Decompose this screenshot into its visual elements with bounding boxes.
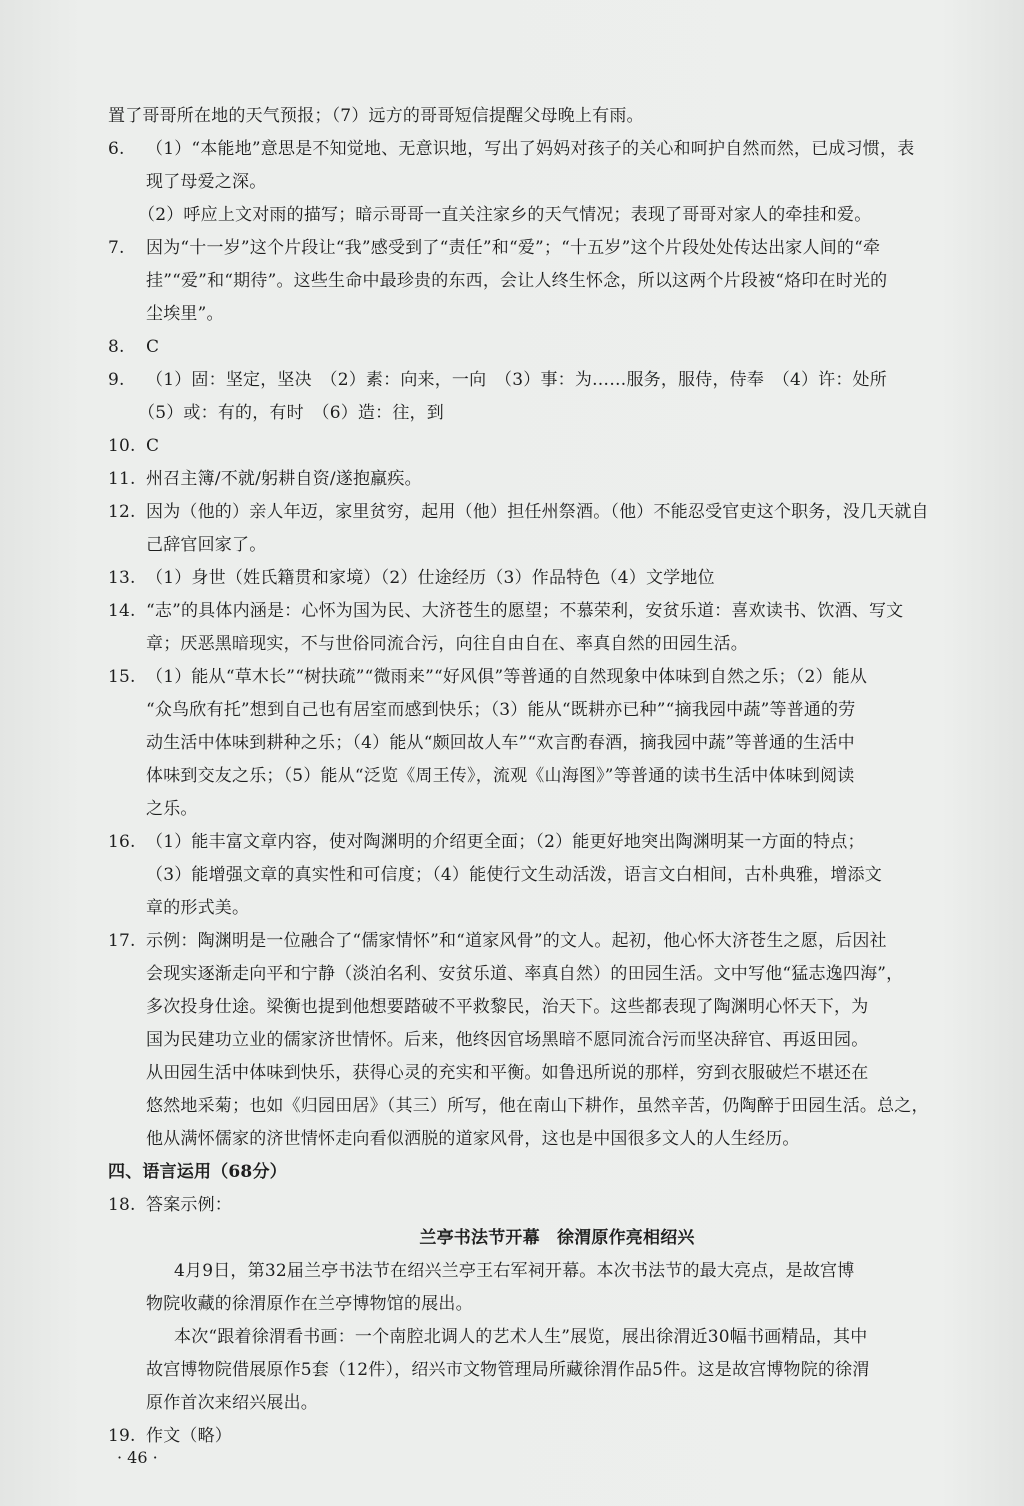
- question-8: 8. C: [108, 337, 160, 357]
- question-14: 14. “志”的具体内涵是：心怀为国为民、大济苍生的愿望；不慕荣利，安贫乐道：喜欢读书、饮酒、写文: [108, 601, 904, 621]
- page-number: · 46 ·: [117, 1448, 158, 1467]
- text-line: 从田园生活中体味到快乐，获得心灵的充实和平衡。如鲁迅所说的那样，穷到衣服破烂不堪还在: [146, 1063, 869, 1083]
- text-line: 之乐。: [146, 799, 198, 819]
- question-10: 10. C: [108, 436, 160, 456]
- question-18: 18. 答案示例：: [108, 1195, 232, 1215]
- text-line: 故宫博物院借展原作5套（12件），绍兴市文物管理局所藏徐渭作品5件。这是故宫博物院的徐渭: [146, 1360, 870, 1380]
- question-19: 19. 作文（略）: [108, 1426, 232, 1446]
- text-line: 尘埃里”。: [146, 304, 224, 324]
- text-line: 置了哥哥所在地的天气预报；（7）远方的哥哥短信提醒父母晚上有雨。: [108, 106, 644, 126]
- question-16: 16. （1）能丰富文章内容，使对陶渊明的介绍更全面；（2）能更好地突出陶渊明某一方面的特点；: [108, 832, 865, 852]
- text-line: （5）或：有的，有时 （6）造：往，到: [138, 403, 444, 423]
- question-13: 13. （1）身世（姓氏籍贯和家境）（2）仕途经历（3）作品特色（4）文学地位: [108, 568, 715, 588]
- text-line: （3）能增强文章的真实性和可信度；（4）能使行文生动活泼，语言文白相间，古朴典雅，增添文: [146, 865, 882, 885]
- text-line: 国为民建功立业的儒家济世情怀。后来，他终因官场黑暗不愿同流合污而坚决辞官、再返田园。: [146, 1030, 869, 1050]
- question-11: 11. 州召主簿/不就/躬耕自资/遂抱羸疾。: [108, 469, 422, 489]
- text-line: 悠然地采菊；也如《归园田居》（其三）所写，他在南山下耕作，虽然辛苦，仍陶醉于田园生活。总之，: [146, 1096, 929, 1116]
- question-15: 15. （1）能从“草木长”“树扶疏”“微雨来”“好风俱”等普通的自然现象中体味到自然之乐；（2）能从: [108, 667, 868, 687]
- news-paragraph: 4月9日，第32届兰亭书法节在绍兴兰亭王右军祠开幕。本次书法节的最大亮点，是故宫博: [174, 1261, 855, 1281]
- text-line: 他从满怀儒家的济世情怀走向看似洒脱的道家风骨，这也是中国很多文人的人生经历。: [146, 1129, 800, 1149]
- text-line: 章；厌恶黑暗现实，不与世俗同流合污，向往自由自在、率真自然的田园生活。: [146, 634, 748, 654]
- news-title: 兰亭书法节开幕 徐渭原作亮相绍兴: [419, 1228, 695, 1248]
- text-line: “众鸟欣有托”想到自己也有居室而感到快乐；（3）能从“既耕亦已种”“摘我园中蔬”等普通的劳: [146, 700, 856, 720]
- text-line: 会现实逐渐走向平和宁静（淡泊名利、安贫乐道、率真自然）的田园生活。文中写他“猛志逸四海”，: [146, 964, 904, 984]
- text-line: 挂”“爱”和“期待”。这些生命中最珍贵的东西，会让人终生怀念，所以这两个片段被“烙印在时光的: [146, 271, 888, 291]
- question-7: 7. 因为“十一岁”这个片段让“我”感受到了“责任”和“爱”；“十五岁”这个片段处处传达出家人间的“牵: [108, 238, 881, 258]
- news-paragraph: 本次“跟着徐渭看书画：一个南腔北调人的艺术人生”展览，展出徐渭近30幅书画精品，其中: [174, 1327, 868, 1347]
- text-line: 己辞官回家了。: [146, 535, 267, 555]
- text-line: 章的形式美。: [146, 898, 250, 918]
- text-line: 现了母爱之深。: [146, 172, 267, 192]
- text-line: 动生活中体味到耕种之乐；（4）能从“颇回故人车”“欢言酌春酒，摘我园中蔬”等普通的生活中: [146, 733, 855, 753]
- question-12: 12. 因为（他的）亲人年迈，家里贫穷，起用（他）担任州祭酒。（他）不能忍受官吏这个职务，没几天就自: [108, 502, 929, 522]
- text-line: 物院收藏的徐渭原作在兰亭博物馆的展出。: [146, 1294, 473, 1314]
- question-9: 9. （1）固：坚定，坚决 （2）素：向来，一向 （3）事：为……服务，服侍，侍奉 （4）许：处所: [108, 370, 887, 390]
- question-17: 17. 示例：陶渊明是一位融合了“儒家情怀”和“道家风骨”的文人。起初，他心怀大济苍生之愿，后因社: [108, 931, 887, 951]
- text-line: 多次投身仕途。梁衡也提到他想要踏破不平救黎民，治天下。这些都表现了陶渊明心怀天下，为: [146, 997, 869, 1017]
- section-heading: 四、语言运用（68分）: [108, 1162, 287, 1182]
- text-line: 原作首次来绍兴展出。: [146, 1393, 318, 1413]
- text-line: 体味到交友之乐；（5）能从“泛览《周王传》，流观《山海图》”等普通的读书生活中体味到阅读: [146, 766, 855, 786]
- answer-content: [108, 100, 968, 1453]
- question-6: 6. （1）“本能地”意思是不知觉地、无意识地，写出了妈妈对孩子的关心和呵护自然而然，已成习惯，表: [108, 139, 915, 159]
- text-line: （2）呼应上文对雨的描写；暗示哥哥一直关注家乡的天气情况；表现了哥哥对家人的牵挂和爱。: [138, 205, 872, 225]
